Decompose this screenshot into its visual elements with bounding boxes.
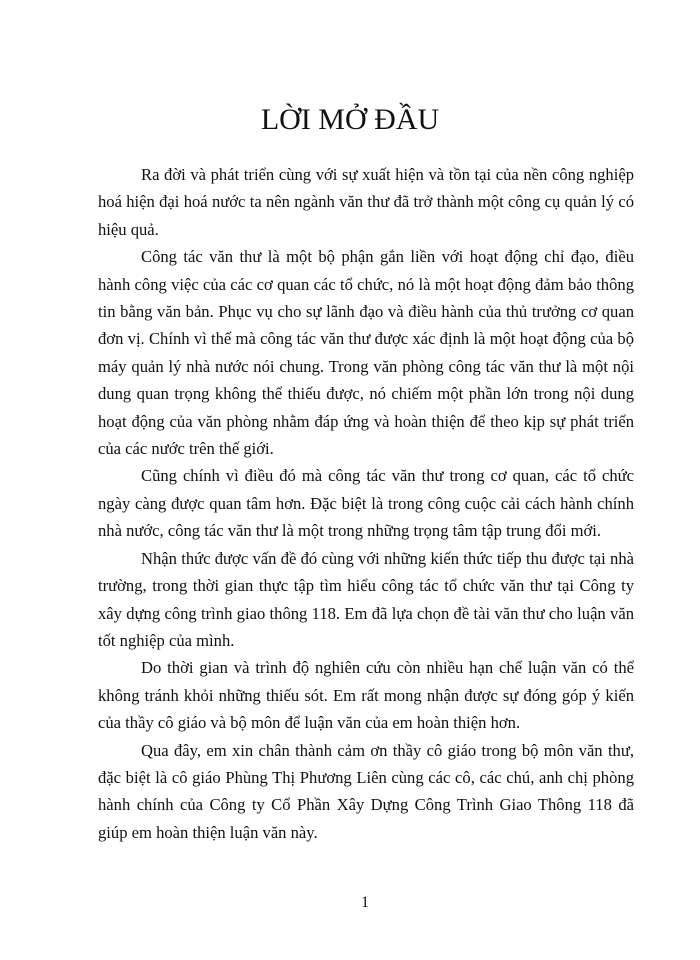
paragraph-attention: Cũng chính vì điều đó mà công tác văn thư trong cơ quan, các tổ chức ngày càng được quan tâm hơn. Đặc biệt là trong công cuộc cải cách hành chính nhà nước, công tác văn thư là một trong những trọng tâm tập trung đổi mới. [98,466,634,541]
paragraph-limitations: Do thời gian và trình độ nghiên cứu còn nhiều hạn chế luận văn có thể không tránh khỏi những thiếu sót. Em rất mong nhận được sự đóng góp ý kiến của thầy cô giáo và bộ môn để luận văn của em hoàn thiện hơn. [98,658,634,733]
page-title: LỜI MỞ ĐẦU [260,103,440,136]
document-body [98,161,634,846]
paragraph-acknowledgements: Qua đây, em xin chân thành cảm ơn thầy cô giáo trong bộ môn văn thư, đặc biệt là cô giáo Phùng Thị Phương Liên cùng các cô, các chú, anh chị phòng hành chính của Công ty Cổ Phần Xây Dựng Công Trình Giao Thông 118 đã giúp em hoàn thiện luận văn này. [98,740,634,842]
paragraph-topic-choice: Nhận thức được vấn đề đó cùng với những kiến thức tiếp thu được tại nhà trường, trong thời gian thực tập tìm hiểu công tác tổ chức văn thư tại Công ty xây dựng công trình giao thông 118. Em đã lựa chọn đề tài văn thư cho luận văn tốt nghiệp của mình. [98,548,634,650]
paragraph-intro: Ra đời và phát triển cùng với sự xuất hiện và tồn tại của nền công nghiệp hoá hiện đại hoá nước ta nên ngành văn thư đã trở thành một công cụ quản lý có hiệu quả. [98,165,634,239]
page-number: 1 [361,894,369,911]
paragraph-role-of-clerical-work: Công tác văn thư là một bộ phận gắn liền với hoạt động chỉ đạo, điều hành công việc của các cơ quan các tổ chức, nó là một hoạt động đảm bảo thông tin bằng văn bản. Phục vụ cho sự lãnh đạo và điều hành của thủ trưởng cơ quan đơn vị. Chính vì thế mà công tác văn thư được xác định là một hoạt động của bộ máy quản lý nhà nước nói chung. Trong văn phòng công tác văn thư là một nội dung quan trọng không thể thiếu được, nó chiếm một phần lớn trong nội dung hoạt động của văn phòng nhằm đáp ứng và hoàn thiện để theo kịp sự phát triển của các nước trên thế giới. [98,247,634,459]
